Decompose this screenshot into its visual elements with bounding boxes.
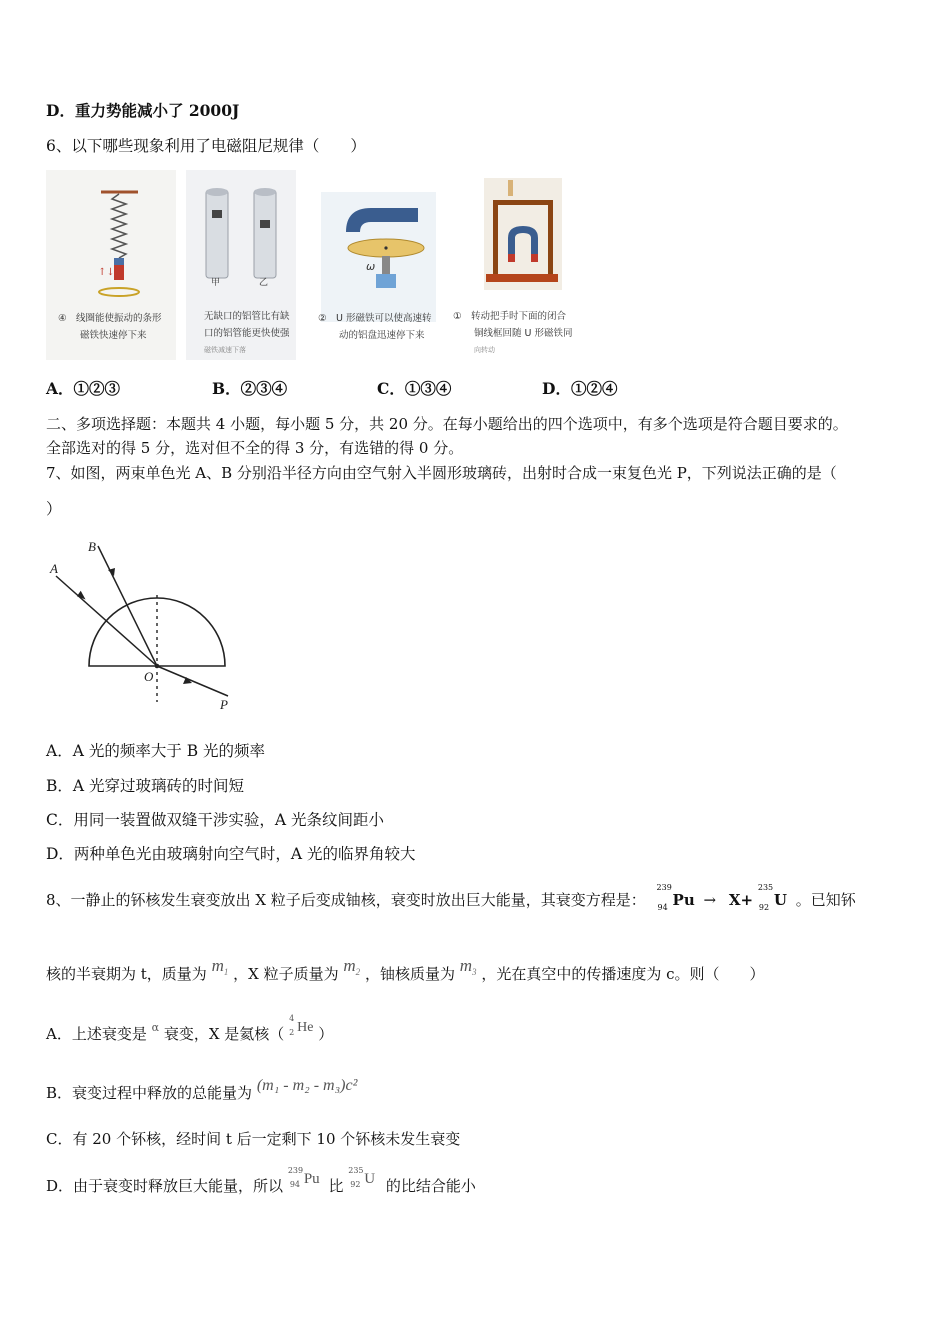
pu-z-d: 94	[289, 1180, 300, 1189]
q8-stem2-c: ，铀核质量为	[364, 965, 455, 983]
m1-letter: m	[211, 956, 224, 975]
q6-option-d[interactable]: D．①②④	[542, 379, 618, 398]
q8-stem-text-1: 8、一静止的钚核发生衰变放出 X 粒子后变成铀核，衰变时放出巨大能量，其衰变方程是：	[46, 891, 646, 909]
fig1-caption-2: 铜线框回随 U 形磁铁同	[474, 328, 573, 339]
m2-letter: m	[343, 956, 356, 975]
pu-nuclide-d	[288, 1167, 320, 1190]
m3	[460, 956, 477, 975]
u-mass: 235	[757, 883, 774, 892]
q8-option-c[interactable]: C．有 20 个钚核，经时间 t 后一定剩下 10 个钚核未发生衰变	[46, 1130, 461, 1148]
fig2-caption-1: ② U 形磁铁可以使高速转	[318, 313, 432, 324]
q8-optA-post: ）	[318, 1025, 334, 1043]
fig3-caption-3: 磁铁减速下落	[204, 346, 246, 354]
q8-optA-pre: A．上述衰变是	[46, 1025, 147, 1043]
u-symbol-d: U	[364, 1171, 376, 1187]
pu-z: 94	[657, 903, 668, 912]
q8-option-d[interactable]	[46, 1166, 476, 1198]
alpha-symbol: α	[151, 1021, 160, 1034]
he-z: 2	[289, 1028, 295, 1037]
pu-mass-d: 239	[287, 1166, 304, 1175]
q7-option-c[interactable]: C．用同一装置做双缝干涉实验，A 光条纹间距小	[46, 811, 384, 829]
ray-label-b: B	[88, 539, 96, 554]
q7-option-d[interactable]: D．两种单色光由玻璃射向空气时，A 光的临界角较大	[46, 845, 416, 863]
m3-sub: 3	[472, 967, 477, 977]
he-nuclide	[289, 1015, 313, 1039]
point-label-o: O	[144, 669, 154, 684]
fig2-caption-2: 动的铝盘迅速停下来	[339, 330, 425, 341]
pu-mass: 239	[656, 883, 672, 892]
q6-option-a[interactable]: A．①②③	[46, 379, 121, 398]
q8-option-b[interactable]	[46, 1077, 358, 1105]
omega-label: ω	[366, 260, 376, 273]
fig1-caption-1: ① 转动把手时下面的闭合	[453, 311, 567, 322]
he-mass: 4	[289, 1014, 295, 1023]
q8-stem2-b: ，X 粒子质量为	[233, 965, 339, 983]
q8-stem2-a: 核的半衰期为 t，质量为	[46, 965, 207, 983]
section2-line1: 二、多项选择题：本题共 4 小题，每小题 5 分，共 20 分。在每小题给出的四个选项中，有多个选项是符合题目要求的。	[46, 415, 848, 433]
q7-option-b[interactable]: B．A 光穿过玻璃砖的时间短	[46, 777, 245, 795]
q7-diagram	[46, 530, 246, 720]
m1	[212, 956, 229, 975]
section2-line2: 全部选对的得 5 分，选对但不全的得 3 分，有选错的得 0 分。	[46, 439, 464, 457]
q6-option-b[interactable]: B．②③④	[212, 379, 288, 398]
m2-sub: 2	[355, 967, 361, 977]
q8-optD-post: 的比结合能小	[385, 1177, 476, 1195]
pu-symbol: Pu	[672, 891, 695, 909]
q8-optB-pre: B．衰变过程中释放的总能量为	[46, 1084, 253, 1102]
q6-option-c[interactable]: C．①③④	[377, 379, 452, 398]
fig4-caption-2: 磁铁快速停下来	[80, 330, 147, 341]
u-z: 92	[758, 903, 770, 912]
pu-symbol-d: Pu	[303, 1171, 320, 1187]
q6-figure	[46, 170, 586, 360]
u-z-d: 92	[350, 1180, 361, 1189]
fig3-caption-2: 口的铝管能更快使强	[204, 328, 290, 339]
ray-label-p: P	[220, 697, 228, 712]
q5-option-d: D．重力势能减小了 2000J	[46, 101, 240, 120]
x-plus: X+	[728, 891, 754, 909]
fig1-caption-3: 向转动	[474, 346, 495, 354]
q7-option-a[interactable]: A．A 光的频率大于 B 光的频率	[46, 742, 266, 760]
q8-optD-pre: D．由于衰变时释放巨大能量，所以	[46, 1177, 284, 1195]
u-nuclide-d	[348, 1167, 375, 1190]
q8-stem-text-2: 。已知钚	[795, 891, 856, 909]
ray-label-a: A	[50, 561, 58, 576]
fig3-caption-1: 无缺口的铝管比有缺	[204, 311, 290, 322]
q8-stem-line2	[46, 956, 765, 987]
tube-label-jia: 甲	[211, 278, 221, 288]
q8-stem-line1	[46, 883, 856, 912]
pu-nuclide	[656, 883, 695, 912]
m3-letter: m	[459, 956, 473, 975]
m1-sub: 1	[223, 967, 229, 977]
u-mass-d: 235	[348, 1166, 364, 1175]
energy-expression: (m₁ - m₂ - m₃)c²	[256, 1077, 358, 1094]
q8-optD-mid: 比	[328, 1177, 344, 1195]
u-symbol: U	[773, 891, 787, 909]
q8-optA-mid: 衰变，X 是氦核（	[163, 1025, 285, 1043]
q8-stem2-d: ，光在真空中的传播速度为 c。则（ ）	[481, 965, 765, 983]
q6-stem: 6、以下哪些现象利用了电磁阻尼规律（ ）	[46, 137, 366, 155]
m2	[343, 956, 360, 975]
q7-stem-1: 7、如图，两束单色光 A、B 分别沿半径方向由空气射入半圆形玻璃砖，出射时合成一束复色光 P，下列说法正确的是（	[46, 464, 837, 482]
arrow: →	[703, 891, 717, 909]
he-symbol: He	[297, 1020, 314, 1035]
fig4-caption-1: ④ 线圈能使振动的条形	[58, 313, 162, 324]
q7-diagram-art	[46, 530, 246, 720]
q7-stem-2: ）	[46, 500, 62, 518]
u-nuclide	[757, 883, 787, 912]
tube-label-yi: 乙	[259, 278, 269, 288]
q8-option-a[interactable]	[46, 1014, 334, 1047]
svg-text:↑↓: ↑↓	[98, 267, 115, 278]
